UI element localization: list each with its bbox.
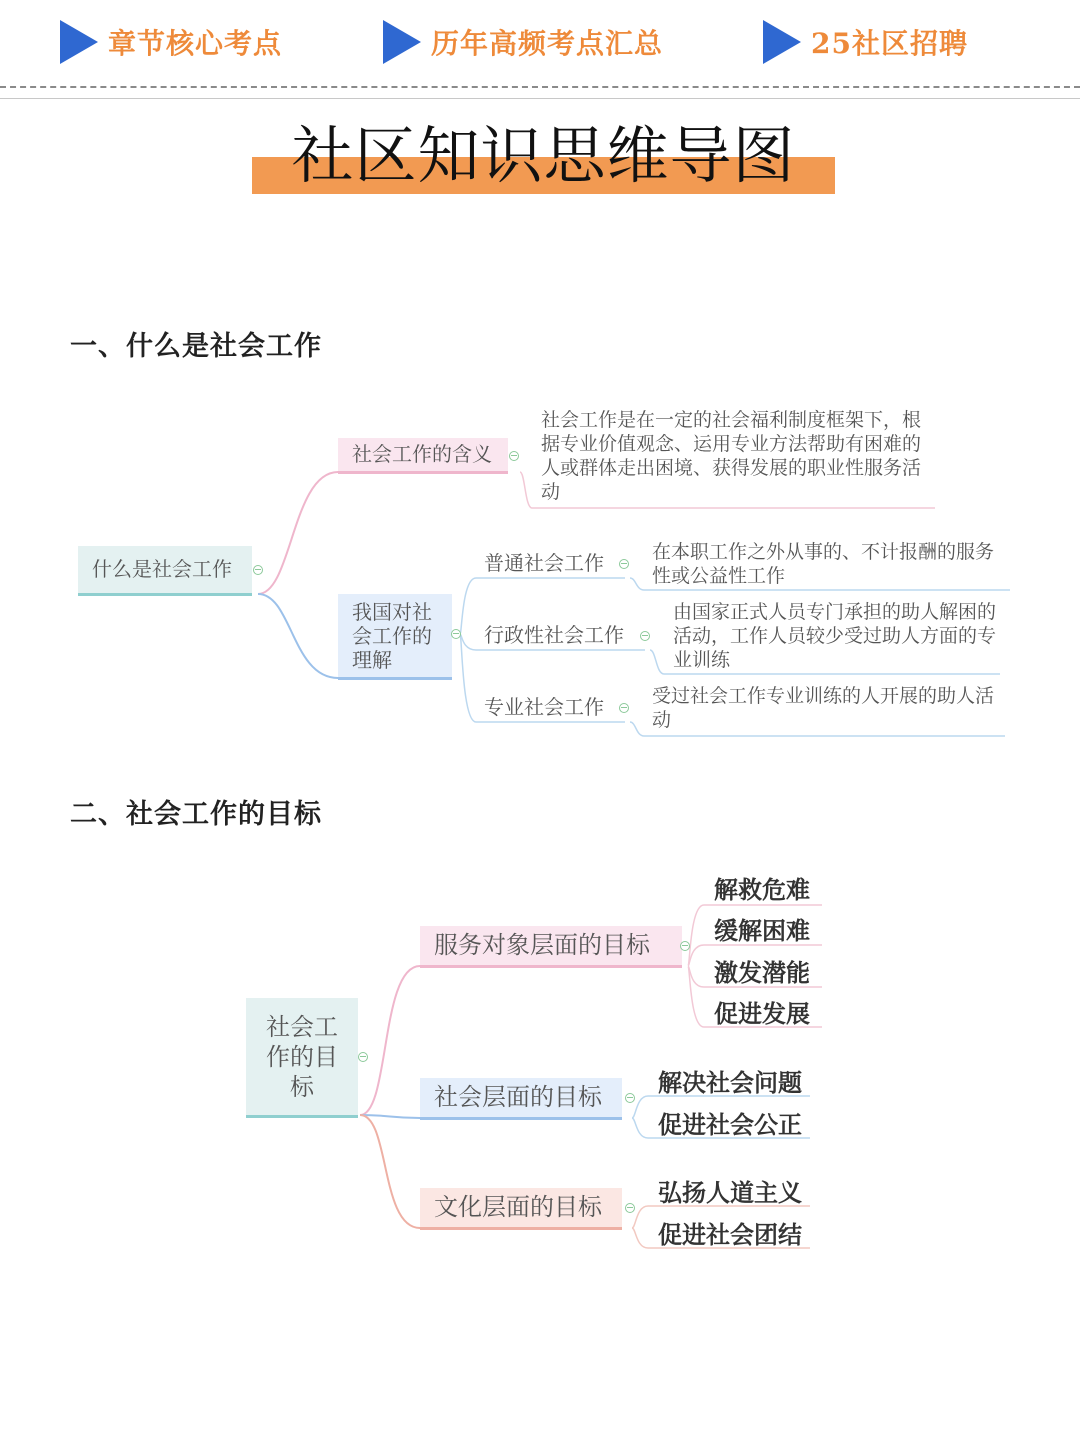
node-label: 社会工作的目标 bbox=[266, 1012, 338, 1101]
node-label: 专业社会工作 bbox=[484, 694, 604, 719]
section-heading-2: 二、社会工作的目标 bbox=[70, 799, 322, 830]
mindmap-node-meaning[interactable] bbox=[338, 438, 508, 474]
node-label: 文化层面的目标 bbox=[434, 1193, 602, 1221]
collapse-icon[interactable] bbox=[625, 1093, 635, 1103]
node-label: 什么是社会工作 bbox=[92, 557, 232, 581]
mindmap-node-ordinary-social-work[interactable] bbox=[470, 548, 630, 578]
node-label: 我国对社会工作的理解 bbox=[352, 599, 432, 672]
professional-description: 受过社会工作专业训练的人开展的助人活动 bbox=[652, 685, 995, 731]
mindmap-node-professional-social-work[interactable] bbox=[470, 692, 630, 722]
nav-label: 25社区招聘 bbox=[811, 27, 968, 60]
node-label: 普通社会工作 bbox=[484, 550, 604, 575]
leaf-humanitarianism[interactable]: 弘扬人道主义 bbox=[658, 1179, 802, 1207]
node-label: 行政性社会工作 bbox=[484, 622, 624, 647]
node-label: 社会层面的目标 bbox=[434, 1083, 602, 1111]
collapse-icon[interactable] bbox=[680, 941, 690, 951]
mindmap-node-understanding[interactable] bbox=[338, 594, 452, 680]
leaf-justice[interactable]: 促进社会公正 bbox=[658, 1111, 802, 1139]
collapse-icon[interactable] bbox=[253, 565, 263, 575]
collapse-icon[interactable] bbox=[619, 559, 629, 569]
page-title: 社区知识思维导图 bbox=[291, 119, 796, 192]
mindmap-root-social-work-goals[interactable] bbox=[246, 998, 358, 1118]
mindmap-node-culture-goals[interactable] bbox=[420, 1188, 622, 1230]
leaf-potential[interactable]: 激发潜能 bbox=[714, 959, 810, 987]
collapse-icon[interactable] bbox=[358, 1052, 368, 1062]
mindmap-root-what-is-social-work[interactable] bbox=[78, 546, 252, 596]
collapse-icon[interactable] bbox=[509, 451, 519, 461]
collapse-icon[interactable] bbox=[619, 703, 629, 713]
mindmap-node-service-goals[interactable] bbox=[420, 926, 682, 968]
ordinary-description: 在本职工作之外从事的、不计报酬的服务性或公益性工作 bbox=[652, 541, 995, 587]
collapse-icon[interactable] bbox=[451, 629, 461, 639]
leaf-development[interactable]: 促进发展 bbox=[714, 1000, 810, 1028]
leaf-rescue[interactable]: 解救危难 bbox=[714, 876, 810, 904]
collapse-icon[interactable] bbox=[625, 1203, 635, 1213]
administrative-description: 由国家正式人员专门承担的助人解困的活动，工作人员较少受过助人方面的专业训练 bbox=[673, 601, 997, 671]
nav-label: 章节核心考点 bbox=[108, 27, 283, 60]
section-heading-1: 一、什么是社会工作 bbox=[70, 331, 322, 362]
collapse-icon[interactable] bbox=[640, 631, 650, 641]
mindmap-node-administrative-social-work[interactable] bbox=[470, 620, 650, 650]
nav-label: 历年高频考点汇总 bbox=[431, 27, 664, 60]
leaf-solve-problems[interactable]: 解决社会问题 bbox=[658, 1069, 802, 1097]
meaning-description: 社会工作是在一定的社会福利制度框架下，根据专业价值观念、运用专业方法帮助有困难的人或群体走出困境、获得发展的职业性服务活动 bbox=[541, 409, 922, 503]
node-label: 社会工作的含义 bbox=[352, 442, 492, 466]
leaf-solidarity[interactable]: 促进社会团结 bbox=[658, 1221, 802, 1249]
leaf-relieve[interactable]: 缓解困难 bbox=[714, 917, 810, 945]
mindmap-node-society-goals[interactable] bbox=[420, 1078, 622, 1120]
node-label: 服务对象层面的目标 bbox=[434, 931, 650, 959]
